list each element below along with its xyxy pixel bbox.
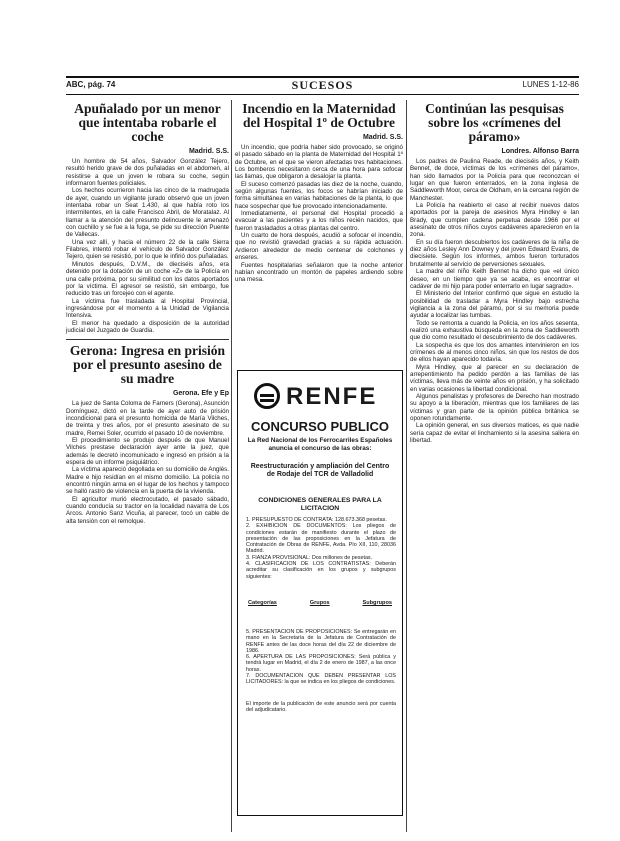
paragraph: La juez de Santa Coloma de Farners (Gerona), Asunción Domínguez, dictó en la tarde de ayer auto de prisión incondicional para el presunto homicida de María Vilches, de treinta y tres años, por el presunto asesinato de su madre, Remei Soler, ocurrido el pasado 10 de noviembre. [66, 400, 229, 437]
paragraph: Los padres de Paulina Reade, de dieciséis años, y Keith Bennet, de doce, víctimas de los «crímenes del páramo», han sido llamados por la Policía para que reconozcan el lugar en que fueron enterrados, en la zona inglesa de Saddleworth Moor, cerca de Oldham, en la cercana región de Manchester. [410, 158, 579, 202]
ad-item: 4. CLASIFICACION DE LOS CONTRATISTAS: Deberán acreditar su clasificación en los grupos y subgrupos siguientes: [246, 561, 396, 580]
paragraph: Todo se remonta a cuando la Policía, en los años sesenta, realizó una exhaustiva búsqueda en la zona de Saddleworth que dio como resultado el descubrimiento de dos cadáveres. [410, 319, 579, 342]
paragraph: La madre del niño Keith Bennet ha dicho que «el único deseo, en un tiempo que ya se acaba, es encontrar el cadáver de mi hijo para poder enterrarlo en lugar sagrado». [410, 268, 579, 290]
paragraph: Un hombre de 54 años, Salvador González Tejero, resultó herido grave de dos puñaladas en el abdomen, al resistirse a que un joven le robara su coche, según informaron fuentes policiales. [66, 158, 229, 188]
paragraph: Una vez allí, y hacia el número 22 de la calle Sierra Filabres, intentó robar el vehículo de Salvador González Tejero, quien se resistió, por lo que le infirió dos puñaladas. [66, 238, 229, 261]
paragraph: El suceso comenzó pasadas las diez de la noche, cuando, según algunas fuentes, los focos se habrían iniciado de forma simultánea en varias habitaciones de la planta, lo que hace sospechar que fue provocado intencionadamente. [235, 180, 403, 210]
ad-item: 6. APERTURA DE LAS PROPOSICIONES: Será pública y tendrá lugar en Madrid, el día 2 de enero de 1987, a las once horas. [246, 654, 396, 673]
ad-footer [246, 701, 396, 714]
article-body [66, 158, 229, 334]
paragraph: La víctima fue trasladada al Hospital Provincial, ingresándose por el momento a la Unidad de Vigilancia Intensiva. [66, 297, 229, 320]
paragraph: La sospecha es que los dos amantes intervinieron en los crímenes de al menos cinco niños, sin que los restos de dos de ellos hayan aparecido todavía. [410, 341, 579, 364]
article-title: Apuñalado por un menor que intentaba robarle el coche [74, 101, 221, 144]
paragraph: Los hechos ocurrieron hacia las cinco de la madrugada de ayer, cuando un vigilante jurado observó que un joven intentaba robar un Seat 1.430, al que había roto los intermitentes, en la calle Francisco Abril, de Moratalaz. Al llamar a la atención del presunto delincuente le amenazó con cuchillo y se fue a la fuga, se pide su dirección Puente de Vallecas. [66, 187, 229, 239]
article-title: Gerona: Ingresa en prisión por el presunto asesino de su madre [69, 343, 226, 387]
ad-item: 1. PRESUPUESTO DE CONTRATA: 128.673.368 pesetas. [246, 517, 387, 523]
cat-header: Grupos [309, 600, 330, 606]
renfe-logo [254, 383, 386, 411]
paragraph: Minutos después, D.V.M., de dieciséis años, era detenido por la dotación de un coche «Z» de la Policía en una calle próxima, por su similitud con los datos aportados por la víctima. El agresor se resistió, sin embargo, fue reducido tras un forcejeo con el agente. [66, 260, 229, 298]
column-rule [231, 100, 232, 832]
ad-headline: CONCURSO PUBLICO [251, 419, 389, 434]
article-byline: Gerona. Efe y Ep [172, 390, 229, 398]
paragraph: La víctima apareció degollada en su domicilio de Anglès. Madre e hijo residían en el mismo domicilio. La policía no encontró ningún arma en el lugar de los hechos y tampoco se halló rastro de violencia en la puerta de la vivienda. [66, 466, 229, 496]
paragraph: Fuentes hospitalarias señalaron que la noche anterior habían encontrado un montón de papeles ardiendo sobre una mesa. [235, 261, 403, 284]
ad-conditions-2 [246, 629, 396, 686]
ad-conditions [246, 517, 396, 580]
paragraph: La opinión general, en sus diversos matices, es que nadie sería capaz de evitar el linchamiento si la asesina saliera en libertad. [410, 422, 579, 445]
column-1 [66, 100, 229, 525]
article-body [410, 158, 579, 444]
divider [66, 339, 229, 340]
renfe-advertisement [237, 370, 403, 816]
cat-header: Categorías [248, 600, 277, 606]
paragraph: Inmediatamente, el personal del Hospital procedió a evacuar a las pacientes y a los niños recién nacidos, que fueron trasladados a otras plantas del centro. [235, 210, 403, 232]
article-body [235, 144, 403, 284]
ad-item: 7. DOCUMENTACION QUE DEBEN PRESENTAR LOS LICITADORES: la que se indica en los pliegos de condiciones. [246, 673, 396, 686]
renfe-brand: RENFE [286, 383, 378, 410]
article-byline: Madrid. S.S. [362, 134, 403, 141]
paragraph: Myra Hindley, que al parecer en su declaración de arrepentimiento ha pedido perdón a las familias de las víctimas, lleva más de veinte años en prisión, y ha solicitado en varias ocasiones la libertad condicional. [410, 363, 579, 393]
cat-header: Subgrupos [362, 600, 392, 606]
paragraph: Un incendio, que podría haber sido provocado, se originó el pasado sábado en la planta de Maternidad del Hospital 1º de Octubre, en el que se vieron afectadas tres habitaciones. Los bomberos necesitaron cerca de una hora para sofocar las llamas, que obligaron a desalojar la planta. [235, 144, 403, 181]
paragraph: En su día fueron descubiertos los cadáveres de la niña de diez años Lesley Ann Downey y del joven Edward Evans, de diecisiete. Según los informes, ambos fueron torturados brutalmente al servicio de perversiones sexuales. [410, 238, 579, 268]
ad-intro: La Red Nacional de los Ferrocarriles Españoles anuncia el concurso de las obras: [247, 437, 393, 452]
paragraph: Algunos penalistas y profesores de Derecho han mostrado su apoyo a la liberación, mientras que los familiares de las víctimas y gran parte de la opinión pública británica se oponen rotundamente. [410, 393, 579, 423]
ad-item: 5. PRESENTACION DE PROPOSICIONES: Se entregarán en mano en la Secretaría de la Jefatura de Contratación de RENFE antes de las doce horas del día 22 de diciembre de 1986. [246, 629, 396, 654]
classification-headers [248, 600, 392, 606]
ad-item: 2. EXHIBICION DE DOCUMENTOS: Los pliegos de condiciones estarán de manifiesto durante el plazo de presentación de las proposiciones en la Jefatura de Contratación de Obras de RENFE, Avda. Pío XII, 110, 28036 Madrid. [246, 523, 396, 555]
article-byline: Londres. Alfonso Barra [501, 148, 579, 155]
paragraph: El agricultor murió electrocutado, el pasado sábado, cuando conducía su tractor en la localidad navarra de Los Arcos. Antonio Sanz Vicuña, al parecer, tocó un cable de alta tensión con el remolque. [66, 495, 229, 525]
header-date: LUNES 1-12-86 [522, 80, 579, 89]
article-body [66, 400, 229, 525]
ad-project: Reestructuración y ampliación del Centro de Rodaje del TCR de Valladolid [250, 463, 390, 478]
column-rule [406, 100, 407, 832]
paragraph: Un cuarto de hora después, acudió a sofocar el incendio, que no revistió gravedad gracias a su rápida actuación. Ardieron alrededor de medio centenar de colchones y enseres. [235, 232, 403, 262]
section-title: SUCESOS [286, 78, 360, 93]
column-2 [235, 100, 403, 284]
paragraph: El procedimiento se produjo después de que Manuel Vilches prestase declaración ayer ante la juez, que además le decretó incomunicado e ingresó en prisión a la espera de un informe psiquiátrico. [66, 436, 229, 466]
ad-item: 3. FIANZA PROVISIONAL: Dos millones de pesetas. [246, 554, 373, 561]
paragraph: El Ministerio del Interior confirmó que sigue en estudio la posibilidad de trasladar a Myra Hindley bajo estrecha vigilancia a la zona del páramo, por si su memoria puede ayudar a localizar las tumbas. [410, 290, 579, 320]
ad-footer-text: El importe de la publicación de este anuncio será por cuenta del adjudicatario. [246, 701, 396, 714]
page-header [66, 76, 579, 95]
paragraph: El menor ha quedado a disposición de la autoridad judicial del Juzgado de Guardia. [66, 319, 229, 334]
header-page-ref: ABC, pág. 74 [66, 80, 116, 89]
article-title: Continúan las pesquisas sobre los «crímenes del páramo» [425, 101, 564, 144]
ad-conditions-title: CONDICIONES GENERALES PARA LA LICITACION [258, 497, 382, 512]
column-3 [410, 100, 579, 444]
renfe-logo-icon [254, 383, 280, 409]
paragraph: La Policía ha reabierto el caso al recibir nuevos datos aportados por la pareja de asesinos Myra Hindley e Ian Brady, que cumplen cadena perpetua desde 1966 por el asesinato de otros niños cuyos cadáveres aparecieron en la zona. [410, 202, 579, 239]
article-title: Incendio en la Maternidad del Hospital 1º de Octubre [242, 101, 396, 130]
article-byline: Madrid. S.S. [188, 148, 229, 155]
